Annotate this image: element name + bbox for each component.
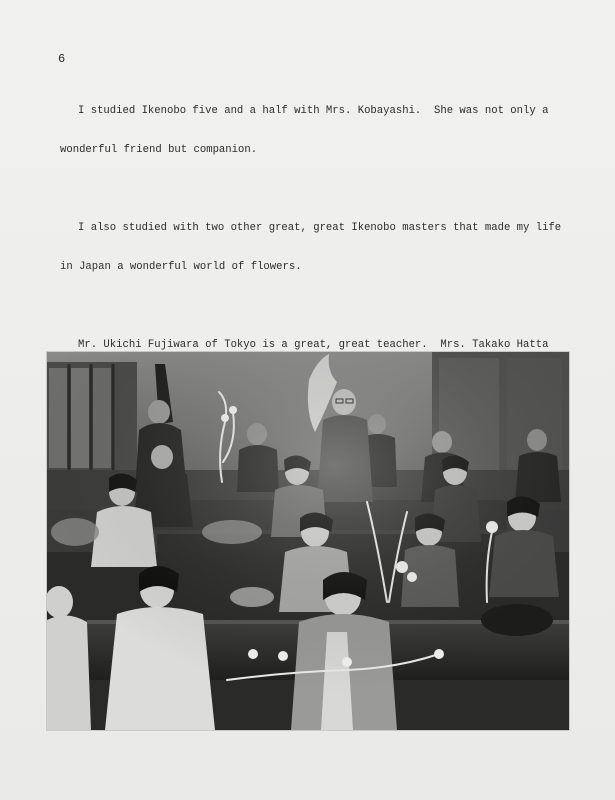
text-line: in Japan a wonderful world of flowers.: [60, 261, 302, 273]
paragraph-1: [60, 79, 590, 183]
paragraph-2: [60, 196, 590, 300]
text-line: wonderful friend but companion.: [60, 144, 258, 156]
text-line: I studied Ikenobo five and a half with Mrs. Kobayashi. She was not only a: [78, 105, 549, 117]
page-number: 6: [58, 52, 66, 66]
text-line: Mr. Ukichi Fujiwara of Tokyo is a great, great teacher. Mrs. Takako Hatta: [78, 339, 549, 351]
text-line: I also studied with two other great, great Ikenobo masters that made my life: [78, 222, 562, 234]
classroom-photograph: [47, 352, 569, 730]
